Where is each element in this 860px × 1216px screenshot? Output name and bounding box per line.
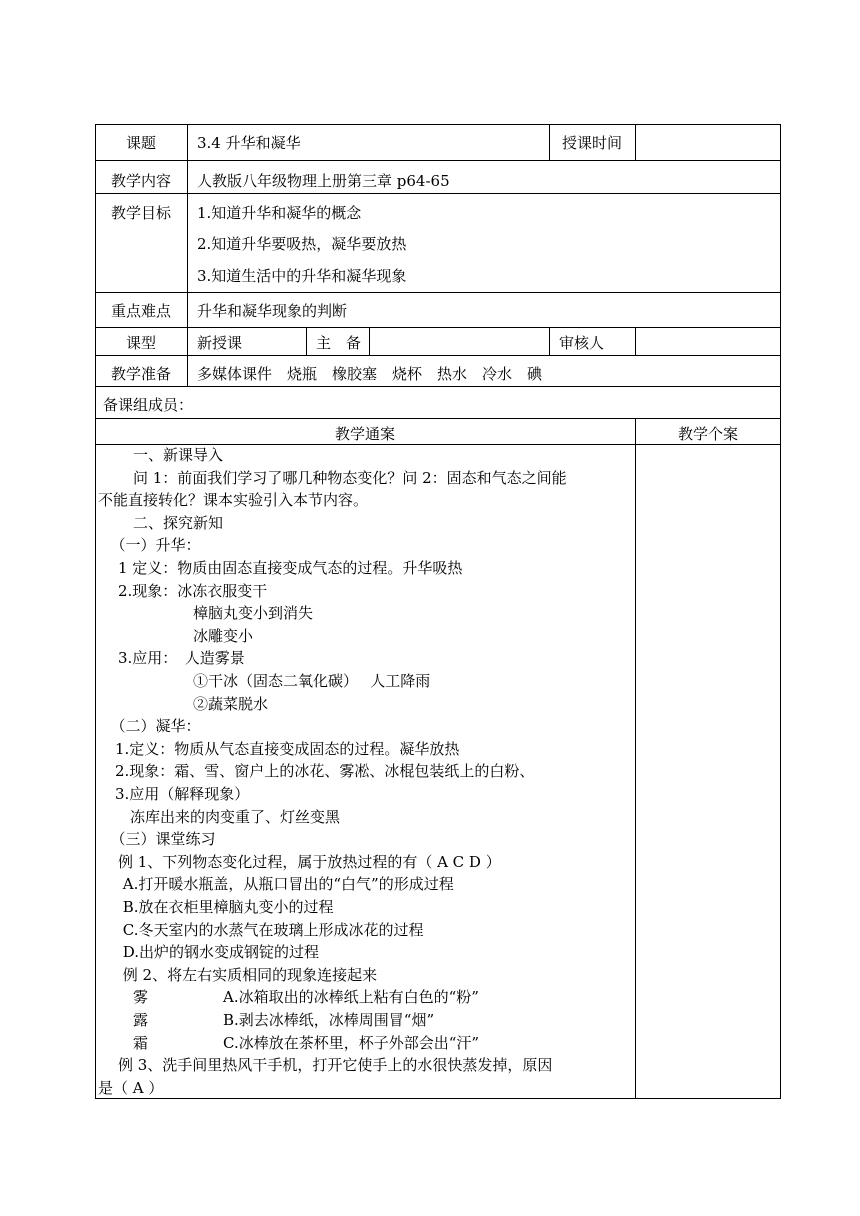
body-line: ②蔬菜脱水: [103, 695, 269, 713]
body-line: 冰雕变小: [103, 627, 254, 645]
body-line: 霜 C.冰棒放在茶杯里，杯子外部会出“汗”: [103, 1034, 480, 1052]
body-line: （三）课堂练习: [103, 830, 216, 848]
body-line: C.冬天室内的水蒸气在玻璃上形成冰花的过程: [103, 921, 424, 939]
body-line: A.打开暖水瓶盖，从瓶口冒出的“白气”的形成过程: [103, 875, 454, 893]
row-divider: [95, 327, 781, 328]
col-divider: [306, 327, 307, 355]
keypoints-value: 升华和凝华现象的判断: [197, 302, 348, 320]
body-line: 例 3、洗手间里热风干手机，打开它使手上的水很快蒸发掉，原因: [103, 1056, 553, 1074]
type-value: 新授课: [197, 334, 243, 352]
body-line: 雾 A.冰箱取出的冰棒纸上粘有白色的“粉”: [103, 988, 479, 1006]
body-line: 例 1、下列物态变化过程，属于放热过程的有（ A C D ）: [103, 853, 501, 871]
body-line: 3.应用（解释现象）: [115, 785, 250, 803]
content-label: 教学内容: [110, 172, 171, 190]
topic-label: 课题: [125, 134, 156, 152]
time-label: 授课时间: [561, 134, 622, 152]
row-divider: [95, 193, 781, 194]
body-line: 不能直接转化？课本实验引入本节内容。: [98, 491, 369, 509]
row-divider: [95, 292, 781, 293]
personal-plan-header: 教学个案: [677, 425, 738, 443]
body-line: 3.应用： 人造雾景: [103, 649, 245, 667]
goal-item: 2.知道升华要吸热，凝华要放热: [197, 235, 407, 253]
content-value: 人教版八年级物理上册第三章 p64-65: [197, 172, 450, 190]
body-line: 2.现象：冰冻衣服变干: [103, 582, 268, 600]
body-line: （一）升华：: [103, 536, 201, 554]
row-divider: [95, 355, 781, 356]
body-line: 露 B.剥去冰棒纸，冰棒周围冒“烟”: [103, 1011, 435, 1029]
col-divider: [187, 124, 188, 386]
common-plan-header: 教学通案: [334, 425, 395, 443]
body-line: 一、新课导入: [103, 446, 224, 464]
topic-value: 3.4 升华和凝华: [197, 134, 301, 152]
body-line: 是（ A ）: [98, 1079, 164, 1097]
col-divider: [369, 327, 370, 355]
members-label: 备课组成员：: [103, 396, 194, 414]
prep-label: 教学准备: [110, 365, 171, 383]
lead-label: 主 备: [316, 334, 362, 352]
body-line: 2.现象：霜、雪、窗户上的冰花、雾凇、冰棍包装纸上的白粉、: [115, 762, 535, 780]
reviewer-label: 审核人: [559, 334, 605, 352]
row-divider: [95, 418, 781, 419]
goal-item: 1.知道升华和凝华的概念: [197, 204, 362, 222]
prep-value: 多媒体课件 烧瓶 橡胶塞 烧杯 热水 冷水 碘: [197, 365, 543, 383]
body-line: 问 1：前面我们学习了哪几种物态变化？问 2：固态和气态之间能: [103, 469, 567, 487]
goals-label: 教学目标: [110, 204, 171, 222]
body-line: 1 定义：物质由固态直接变成气态的过程。升华吸热: [103, 559, 463, 577]
body-line: D.出炉的钢水变成钢锭的过程: [103, 943, 320, 961]
goal-item: 3.知道生活中的升华和凝华现象: [197, 267, 407, 285]
keypoints-label: 重点难点: [110, 302, 171, 320]
col-divider: [635, 327, 636, 355]
row-divider: [95, 386, 781, 387]
body-line: （二）凝华：: [103, 717, 201, 735]
type-label: 课型: [125, 334, 156, 352]
body-line: 樟脑丸变小到消失: [103, 604, 314, 622]
body-line: 冻库出来的肉变重了、灯丝变黑: [115, 808, 341, 826]
body-line: 二、探究新知: [103, 514, 224, 532]
body-line: 例 2、将左右实质相同的现象连接起来: [103, 966, 378, 984]
body-line: 1.定义：物质从气态直接变成固态的过程。凝华放热: [115, 740, 460, 758]
body-line: ①干冰（固态二氧化碳） 人工降雨: [103, 672, 431, 690]
col-divider: [549, 327, 550, 355]
row-divider: [95, 160, 781, 161]
col-divider: [635, 418, 636, 1099]
body-line: B.放在衣柜里樟脑丸变小的过程: [103, 898, 334, 916]
col-divider: [635, 124, 636, 160]
